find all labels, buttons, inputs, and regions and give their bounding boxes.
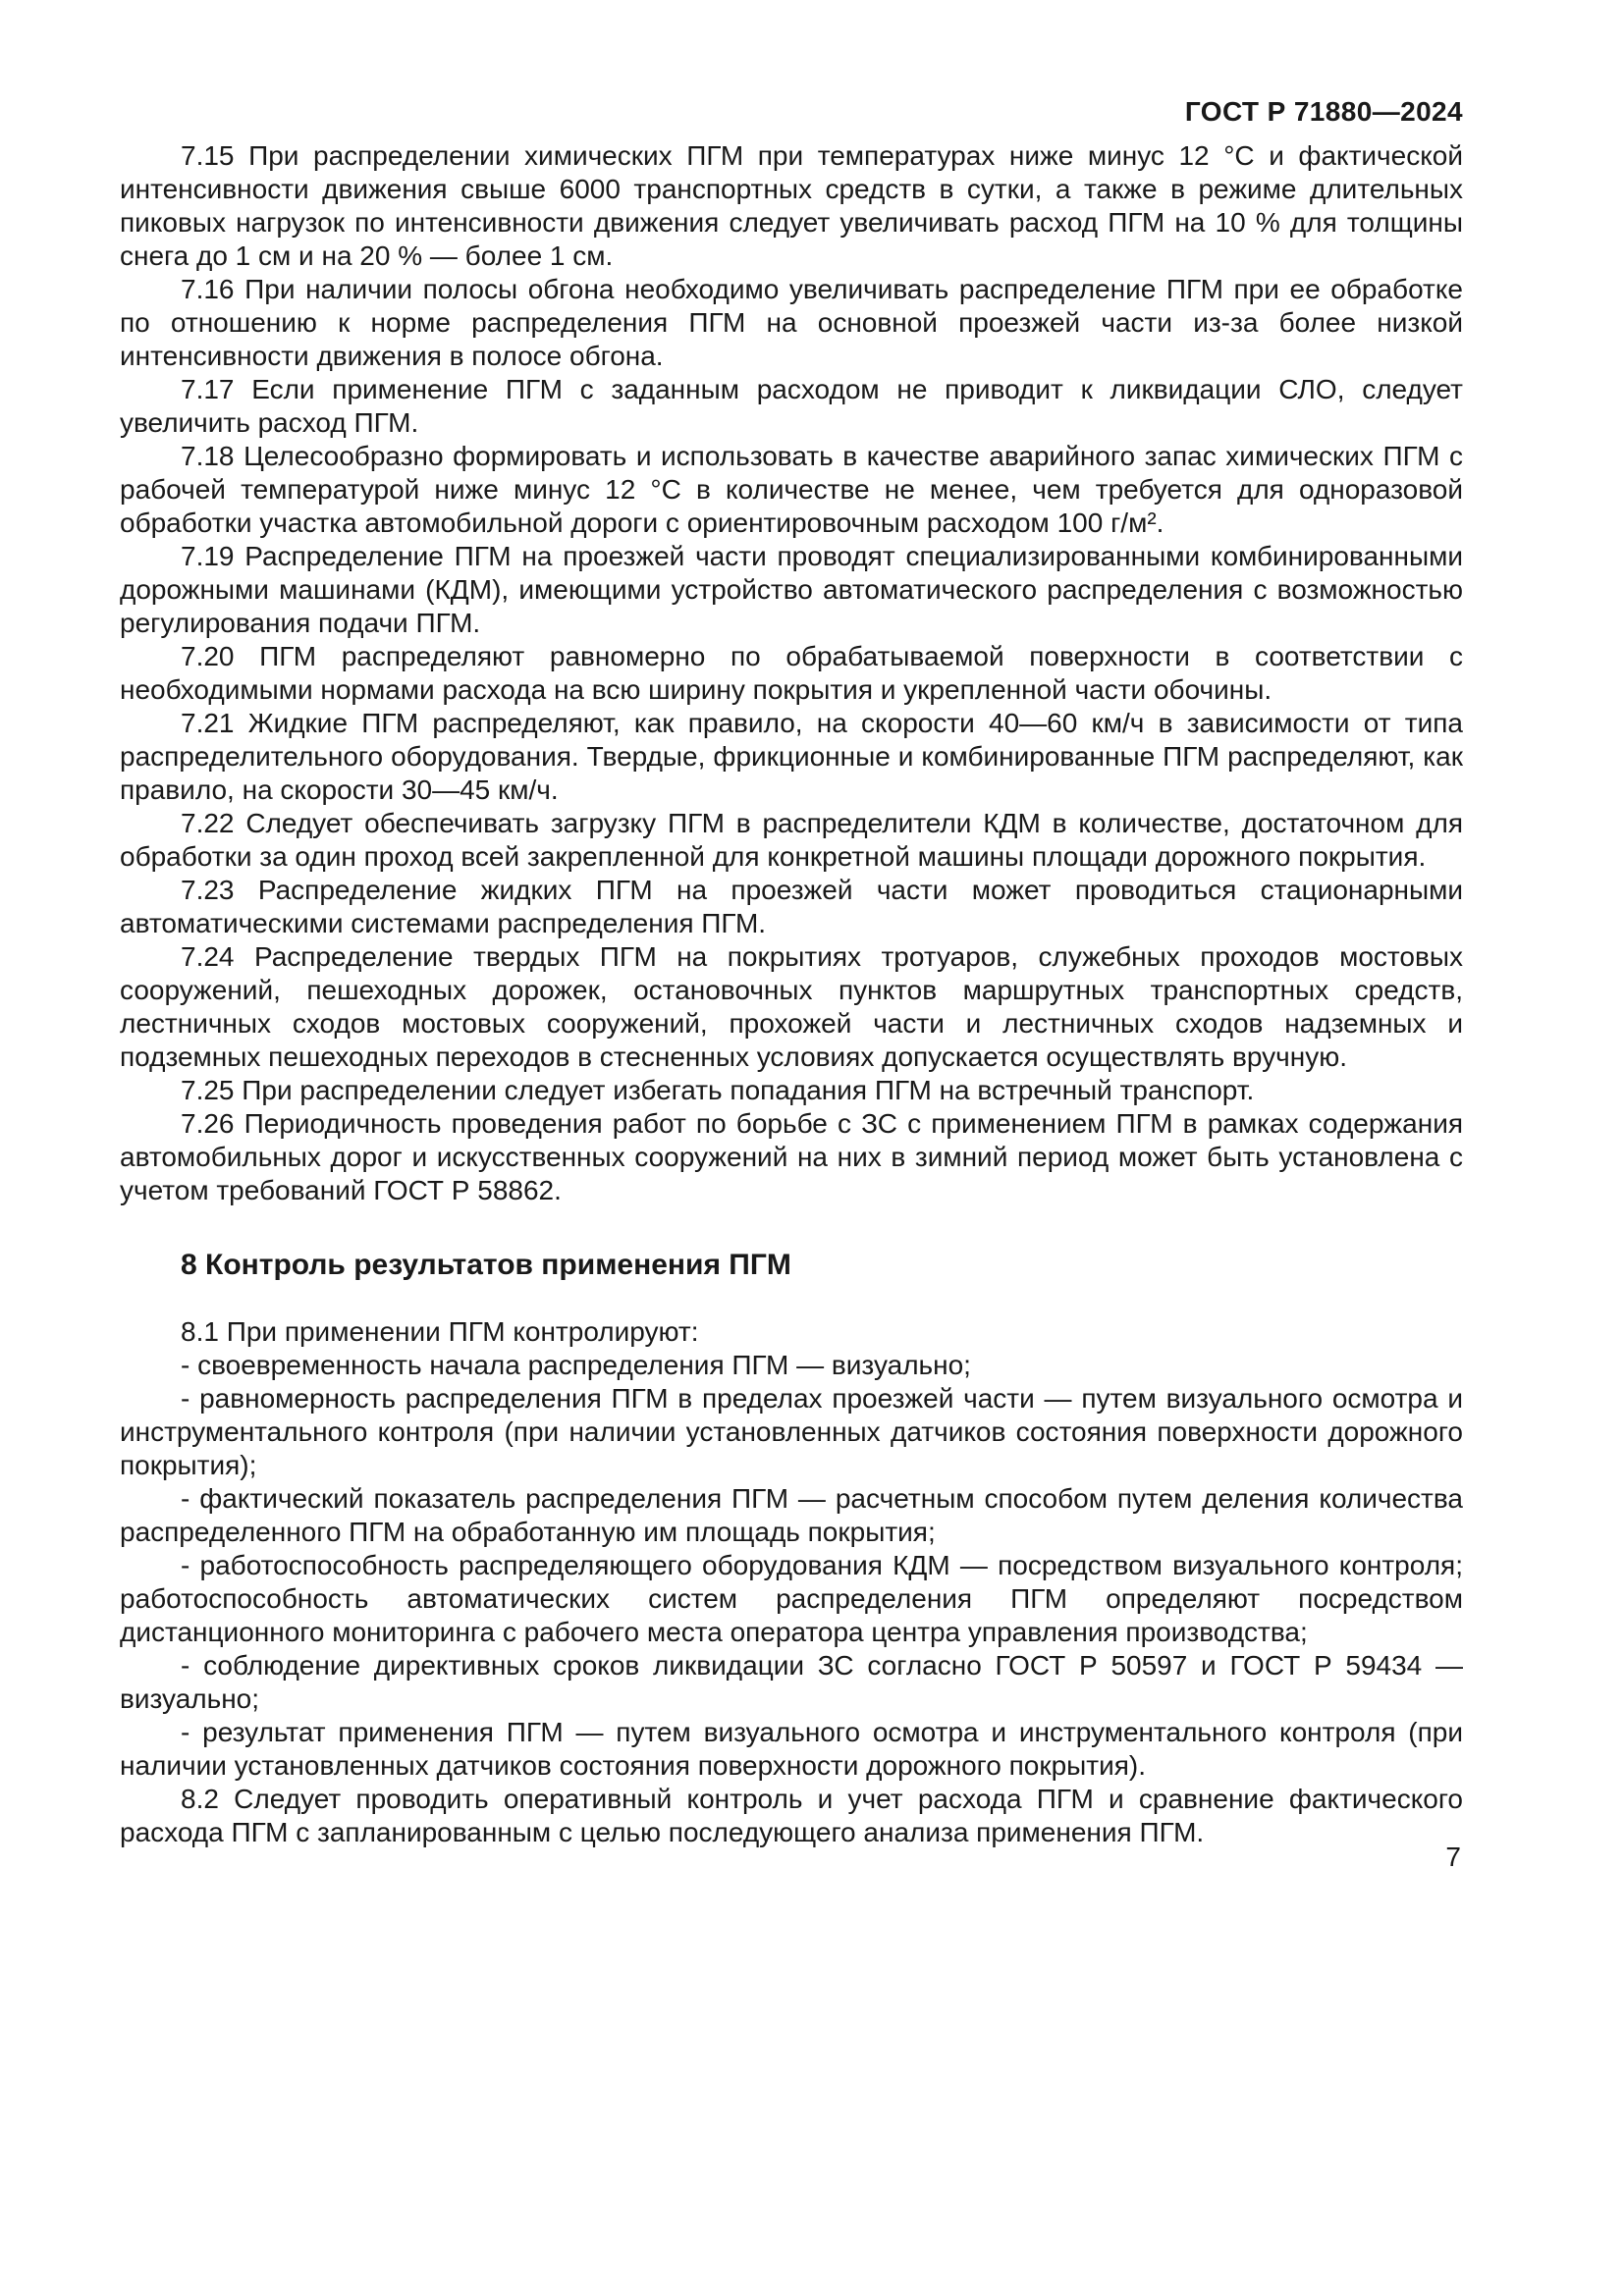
standard-designation: ГОСТ Р 71880—2024 xyxy=(1184,96,1463,127)
list-item: - фактический показатель распределения ПГМ — расчетным способом путем деления количества распределенного ПГМ на обработанную им площадь покрытия; xyxy=(120,1483,1463,1547)
list-item: - результат применения ПГМ — путем визуального осмотра и инструментального контроля (при наличии установленных датчиков состояния поверхности дорожного покрытия). xyxy=(120,1717,1463,1781)
list-item: - своевременность начала распределения ПГМ — визуально; xyxy=(181,1350,971,1380)
paragraph: 7.23 Распределение жидких ПГМ на проезжей части может проводиться стационарными автоматическими системами распределения ПГМ. xyxy=(120,875,1463,938)
paragraph: 7.20 ПГМ распределяют равномерно по обрабатываемой поверхности в соответствии с необходимыми нормами расхода на всю ширину покрытия и укрепленной части обочины. xyxy=(120,641,1463,705)
paragraph: 7.15 При распределении химических ПГМ при температурах ниже минус 12 °С и фактической интенсивности движения свыше 6000 транспортных средств в сутки, а также в режиме длительных пиковых нагрузок по интенсивности движения следует увеличивать расход ПГМ на 10 % для толщины снега до 1 см и на 20 % — более 1 см. xyxy=(120,140,1463,271)
paragraph: 7.18 Целесообразно формировать и использовать в качестве аварийного запас химических ПГМ с рабочей температурой ниже минус 12 °С в количестве не менее, чем требуется для одноразовой обработки участка автомобильной дороги с ориентировочным расходом 100 г/м². xyxy=(120,441,1463,538)
paragraph: 7.17 Если применение ПГМ с заданным расходом не приводит к ликвидации СЛО, следует увеличить расход ПГМ. xyxy=(120,374,1463,438)
paragraph: 8.1 При применении ПГМ контролируют: xyxy=(181,1316,699,1347)
paragraph: 7.26 Периодичность проведения работ по борьбе с ЗС с применением ПГМ в рамках содержания автомобильных дорог и искусственных сооружений на них в зимний период может быть установлена с учетом требований ГОСТ Р 58862. xyxy=(120,1108,1463,1205)
document-body xyxy=(120,139,1463,1849)
paragraph: 7.19 Распределение ПГМ на проезжей части проводят специализированными комбинированными дорожными машинами (КДМ), имеющими устройство автоматического распределения с возможностью регулирования подачи ПГМ. xyxy=(120,541,1463,638)
paragraph: 7.16 При наличии полосы обгона необходимо увеличивать распределение ПГМ при ее обработке по отношению к норме распределения ПГМ на основной проезжей части из-за более низкой интенсивности движения в полосе обгона. xyxy=(120,274,1463,371)
section-heading: 8 Контроль результатов применения ПГМ xyxy=(181,1249,791,1281)
paragraph: 7.24 Распределение твердых ПГМ на покрытиях тротуаров, служебных проходов мостовых сооружений, пешеходных дорожек, остановочных пунктов маршрутных транспортных средств, лестничных сходов мостовых сооружений, прохожей части и лестничных сходов надземных и подземных пешеходных переходов в стесненных условиях допускается осуществлять вручную. xyxy=(120,941,1463,1072)
page-footer xyxy=(1445,1842,1461,1873)
paragraph: 7.25 При распределении следует избегать попадания ПГМ на встречный транспорт. xyxy=(181,1075,1255,1105)
page-header xyxy=(120,96,1463,128)
paragraph: 7.21 Жидкие ПГМ распределяют, как правило, на скорости 40—60 км/ч в зависимости от типа распределительного оборудования. Твердые, фрикционные и комбинированные ПГМ распределяют, как правило, на скорости 30—45 км/ч. xyxy=(120,708,1463,805)
paragraph: 8.2 Следует проводить оперативный контроль и учет расхода ПГМ и сравнение фактического расхода ПГМ с запланированным с целью последующего анализа применения ПГМ. xyxy=(120,1784,1463,1847)
list-item: - соблюдение директивных сроков ликвидации ЗС согласно ГОСТ Р 50597 и ГОСТ Р 59434 — визуально; xyxy=(120,1650,1463,1714)
page-number: 7 xyxy=(1445,1842,1461,1872)
list-item: - равномерность распределения ПГМ в пределах проезжей части — путем визуального осмотра и инструментального контроля (при наличии установленных датчиков состояния поверхности дорожного покрытия); xyxy=(120,1383,1463,1480)
paragraph: 7.22 Следует обеспечивать загрузку ПГМ в распределители КДМ в количестве, достаточном для обработки за один проход всей закрепленной для конкретной машины площади дорожного покрытия. xyxy=(120,808,1463,872)
list-item: - работоспособность распределяющего оборудования КДМ — посредством визуального контроля; работоспособность автоматических систем распределения ПГМ определяют посредством дистанционного мониторинга с рабочего места оператора центра управления производства; xyxy=(120,1550,1463,1647)
